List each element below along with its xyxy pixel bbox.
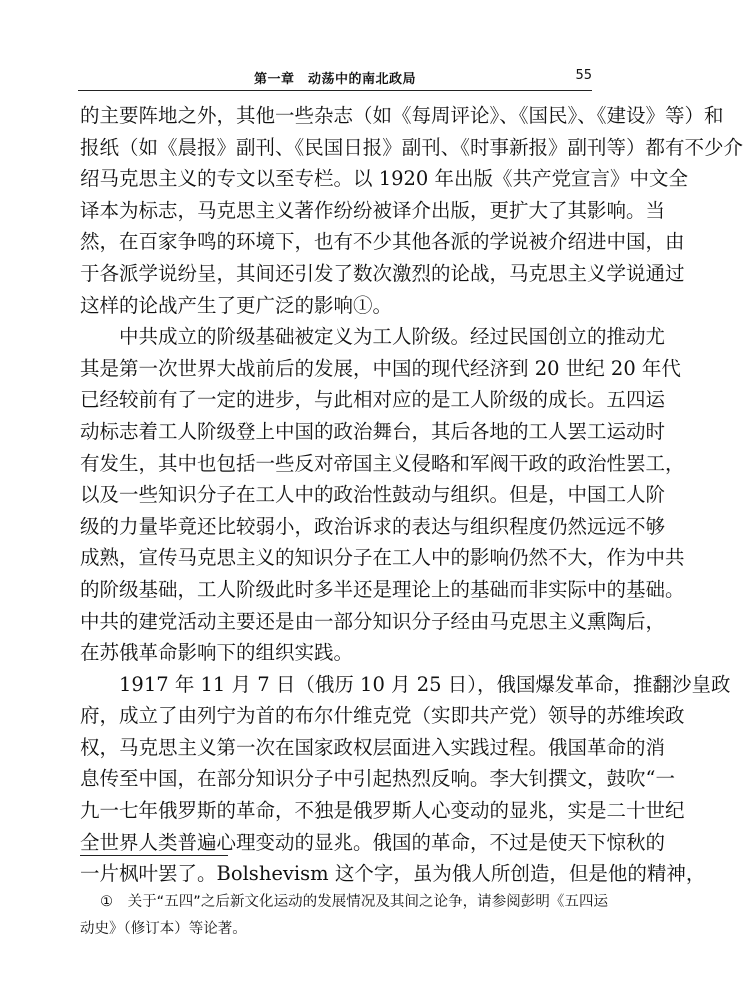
text-line: 成熟，宣传马克思主义的知识分子在工人中的影响仍然不大，作为中共 — [80, 546, 685, 570]
text-line: 中共成立的阶级基础被定义为工人阶级。经过民国创立的推动尤 — [119, 325, 666, 349]
footnote-divider — [80, 855, 228, 856]
text-line: 府，成立了由列宁为首的布尔什维克党（实即共产党）领导的苏维埃政 — [80, 704, 685, 728]
text-line: 其是第一次世界大战前后的发展，中国的现代经济到 20 世纪 20 年代 — [80, 356, 681, 380]
main-text — [80, 100, 743, 890]
text-line: 息传至中国，在部分知识分子中引起热烈反响。李大钊撰文，鼓吹“一 — [80, 767, 675, 791]
text-line: 以及一些知识分子在工人中的政治性鼓动与组织。但是，中国工人阶 — [80, 483, 666, 507]
text-line: 1917 年 11 月 7 日（俄历 10 月 25 日），俄国爆发革命，推翻沙皇政 — [119, 672, 731, 696]
text-line: 于各派学说纷呈，其间还引发了数次激烈的论战，马克思主义学说通过 — [80, 261, 685, 285]
text-line: 权，马克思主义第一次在国家政权层面进入实践过程。俄国革命的消 — [80, 735, 666, 759]
footnote-line: 动史》（修订本）等论著。 — [80, 921, 247, 937]
text-line: 报纸（如《晨报》副刊、《民国日报》副刊、《时事新报》副刊等）都有不少介 — [80, 135, 743, 159]
text-line: 在苏俄革命影响下的组织实践。 — [80, 641, 354, 665]
text-line: 这样的论战产生了更广泛的影响①。 — [80, 293, 393, 317]
text-line: 一片枫叶罢了。Bolshevism 这个字，虽为俄人所创造，但是他的精神， — [80, 862, 706, 886]
text-line: 全世界人类普遍心理变动的显兆。俄国的革命，不过是使天下惊秋的 — [80, 830, 666, 854]
text-line: 然，在百家争鸣的环境下，也有不少其他各派的学说被介绍进中国，由 — [80, 230, 685, 254]
text-line: 译本为标志，马克思主义著作纷纷被译介出版，更扩大了其影响。当 — [80, 198, 666, 222]
text-line: 动标志着工人阶级登上中国的政治舞台，其后各地的工人罢工运动时 — [80, 419, 666, 443]
text-line: 的主要阵地之外，其他一些杂志（如《每周评论》、《国民》、《建设》等）和 — [80, 104, 724, 127]
text-line: 级的力量毕竟还比较弱小，政治诉求的表达与组织程度仍然远远不够 — [80, 514, 666, 538]
page-number: 55 — [575, 68, 592, 83]
text-line: 已经较前有了一定的进步，与此相对应的是工人阶级的成长。五四运 — [80, 388, 666, 412]
text-line: 有发生，其中也包括一些反对帝国主义侵略和军阀干政的政治性罢工， — [80, 451, 685, 475]
footnote-line: ① 关于“五四”之后新文化运动的发展情况及其间之论争，请参阅彭明《五四运 — [100, 894, 608, 910]
text-line: 九一七年俄罗斯的革命，不独是俄罗斯人心变动的显兆，实是二十世纪 — [80, 799, 685, 823]
text-line: 中共的建党活动主要还是由一部分知识分子经由马克思主义熏陶后， — [80, 609, 666, 633]
text-line: 的阶级基础，工人阶级此时多半还是理论上的基础而非实际中的基础。 — [80, 577, 685, 601]
running-header — [78, 66, 592, 91]
footnote — [80, 889, 608, 943]
chapter-title: 第一章 动荡中的南北政局 — [253, 72, 416, 87]
text-line: 绍马克思主义的专文以至专栏。以 1920 年出版《共产党宣言》中文全 — [80, 167, 689, 191]
